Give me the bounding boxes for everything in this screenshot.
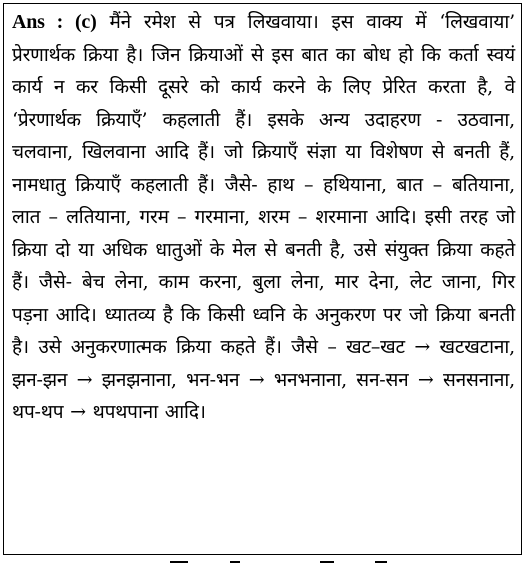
answer-paragraph [12,6,515,429]
answer-text: मैंने रमेश से पत्र लिखवाया। इस वाक्य में ‘लिखवाया’ प्रेरणार्थक क्रिया है। जिन क्रियाओं से इस बात का बोध हो कि कर्ता स्वयं कार्य न कर किसी दूसरे को कार्य करने के लिए प्रेरित करता है, वे ‘प्रेरणार्थक क्रियाएँ’ कहलाती हैं। इसके अन्य उदाहरण - उठवाना, चलवाना, खिलवाना आदि हैं। जो क्रियाएँ संज्ञा या विशेषण से बनती हैं, नामधातु क्रियाएँ कहलाती हैं। जैसे- हाथ – हथियाना, बात – बतियाना, लात – लतियाना, गरम – गरमाना, शरम – शरमाना आदि। इसी तरह जो क्रिया दो या अधिक धातुओं के मेल से बनती है, उसे संयुक्त क्रिया कहते हैं। जैसे- बेच लेना, काम करना, बुला लेना, मार देना, लेट जाना, गिर पड़ना आदि। ध्यातव्य है कि किसी ध्वनि के अनुकरण पर जो क्रिया बनती है। उसे अनुकरणात्मक क्रिया कहते हैं। जैसे – खट–खट → खटखटाना, झन-झन → झनझनाना, भन-भन → भनभनाना, सन-सन → सनसनाना, थप-थप → थपथपाना आदि। [12,11,515,423]
answer-box [3,3,522,555]
cropped-next-line [170,559,410,565]
answer-label: Ans : (c) [12,11,97,33]
